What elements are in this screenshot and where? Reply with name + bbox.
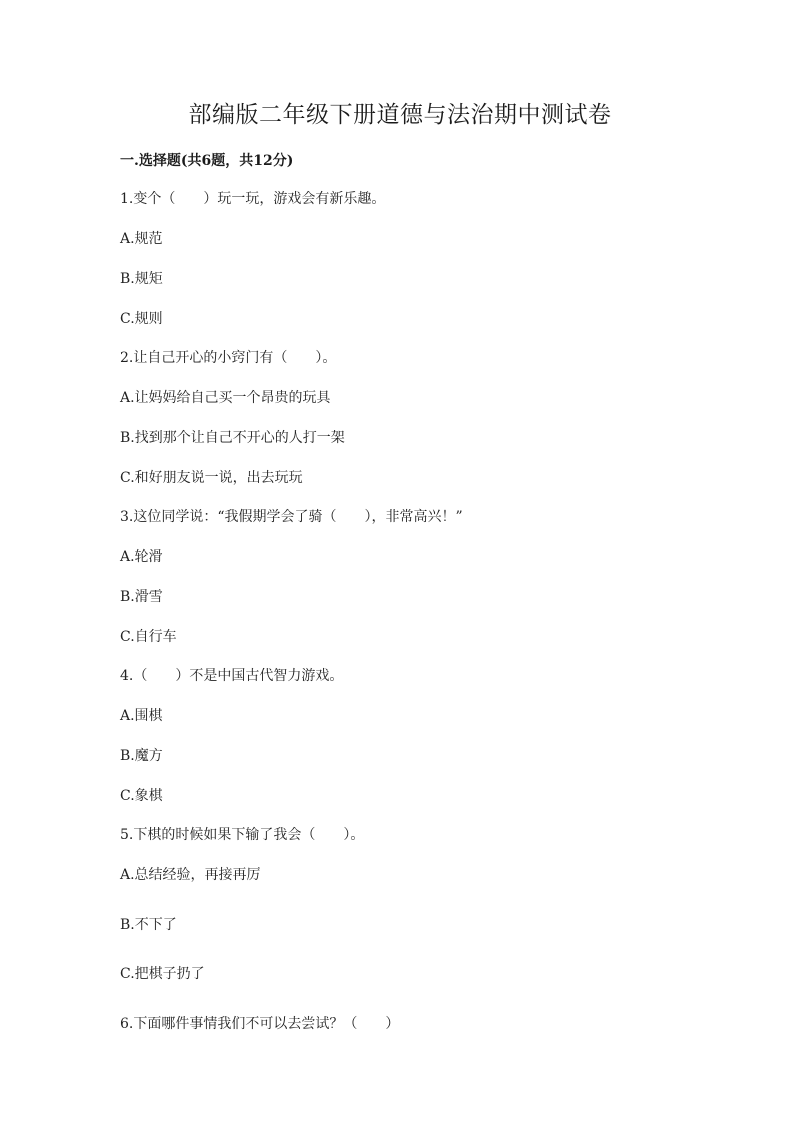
question-6-stem: 6.下面哪件事情我们不可以去尝试？（ ）	[120, 1016, 400, 1032]
question-4-option-c: C.象棋	[120, 788, 163, 804]
page-title: 部编版二年级下册道德与法治期中测试卷	[188, 102, 612, 128]
question-4-stem: 4.（ ）不是中国古代智力游戏。	[120, 668, 344, 684]
section-heading: 一.选择题(共6题，共12分)	[120, 153, 294, 169]
question-2-option-c: C.和好朋友说一说，出去玩玩	[120, 470, 303, 486]
question-1-option-c: C.规则	[120, 311, 163, 327]
question-3-option-c: C.自行车	[120, 629, 177, 645]
question-3-option-b: B.滑雪	[120, 589, 163, 605]
question-5-option-b: B.不下了	[120, 917, 177, 933]
question-2-stem: 2.让自己开心的小窍门有（ ）。	[120, 350, 337, 366]
question-5-option-c: C.把棋子扔了	[120, 966, 205, 982]
question-2-option-a: A.让妈妈给自己买一个昂贵的玩具	[120, 390, 331, 406]
question-1-stem: 1.变个（ ）玩一玩，游戏会有新乐趣。	[120, 191, 386, 207]
question-1-option-b: B.规矩	[120, 271, 163, 287]
question-5-option-a: A.总结经验，再接再厉	[120, 867, 261, 883]
question-5-stem: 5.下棋的时候如果下输了我会（ ）。	[120, 827, 365, 843]
question-4-option-a: A.围棋	[120, 708, 163, 724]
question-1-option-a: A.规范	[120, 231, 163, 247]
question-2-option-b: B.找到那个让自己不开心的人打一架	[120, 430, 345, 446]
question-3-option-a: A.轮滑	[120, 549, 163, 565]
question-3-stem: 3.这位同学说：“我假期学会了骑（ ），非常高兴！”	[120, 509, 463, 525]
question-4-option-b: B.魔方	[120, 748, 163, 764]
